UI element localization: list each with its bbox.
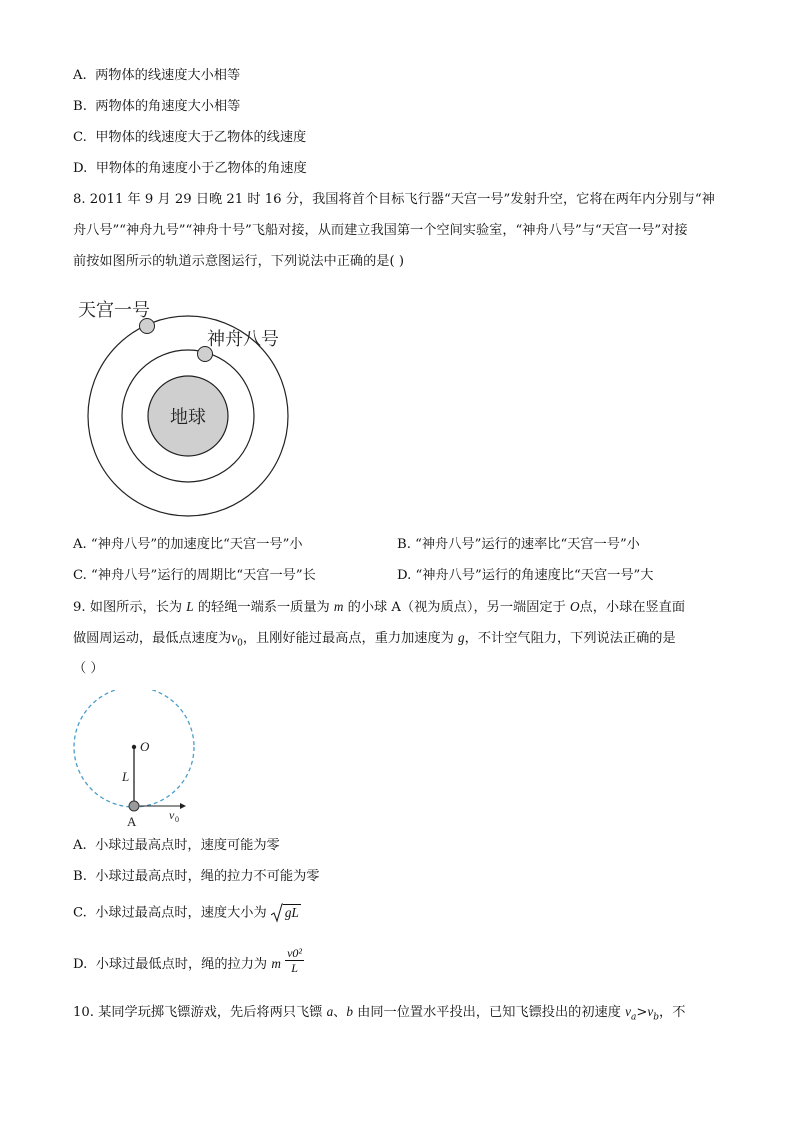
circular-motion-diagram <box>68 690 198 830</box>
symbol-g: g <box>458 630 465 645</box>
q9-stem-line-1 <box>73 598 685 617</box>
option-label: A. <box>73 68 87 83</box>
symbol-b: b <box>346 1004 353 1019</box>
fraction-denominator: L <box>291 961 298 975</box>
subscript-0: 0 <box>237 638 243 649</box>
q8-stem-line-3: 前按如图所示的轨道示意图运行，下列说法中正确的是( ) <box>73 254 404 269</box>
stem-text: ，不计空气阻力，下列说法正确的是 <box>464 631 676 646</box>
stem-text: 做圆周运动，最低点速度为 <box>73 631 232 646</box>
option-text: “神舟八号”的加速度比“天宫一号”小 <box>90 537 303 552</box>
circular-motion-svg <box>68 690 198 830</box>
sqrt-radicand: gL <box>284 904 299 920</box>
option-text: “神舟八号”运行的角速度比“天宫一号”大 <box>415 568 654 583</box>
option-label: A. <box>73 838 87 853</box>
option-label: B. <box>73 869 87 884</box>
option-text: 小球过最低点时，绳的拉力为 <box>95 957 268 972</box>
separator: 、 <box>333 1005 347 1020</box>
q9-option-a <box>73 837 280 855</box>
option-label: B. <box>73 99 87 114</box>
stem-text: ，且刚好能过最高点，重力加速度为 <box>242 631 454 646</box>
symbol-a: a <box>326 1004 334 1019</box>
q8-option-b <box>397 536 640 554</box>
q10-stem-line-1 <box>73 1003 685 1027</box>
stem-text: 由同一位置水平投出，已知飞镖投出的初速度 <box>357 1005 621 1020</box>
stem-text: ，不 <box>659 1005 686 1020</box>
q8-stem-line-2: 舟八号”“神舟九号”“神舟十号”飞船对接，从而建立我国第一个空间实验室，“神舟八号”与“天宫一号”对接 <box>73 223 688 238</box>
subscript-a: a <box>630 1012 637 1023</box>
sqrt-expression <box>271 903 301 923</box>
option-text: 小球过最高点时，速度大小为 <box>95 905 267 921</box>
q7-option-b <box>73 98 240 116</box>
q7-option-d <box>73 160 307 178</box>
velocity-arrowhead <box>180 803 186 809</box>
orbit-diagram-svg <box>70 290 310 530</box>
label-O: O <box>140 739 150 754</box>
symbol-va: v <box>625 1004 631 1019</box>
fraction-numerator: v0² <box>287 946 302 960</box>
orbit-diagram <box>70 290 310 530</box>
option-label: C. <box>73 905 87 921</box>
q9-stem-line-2 <box>73 629 676 653</box>
symbol-L: L <box>186 599 194 614</box>
symbol-vb: v <box>647 1004 654 1019</box>
fraction <box>285 946 304 975</box>
q7-option-c <box>73 129 306 147</box>
sqrt-symbol <box>271 903 283 923</box>
q8-option-d <box>397 567 653 585</box>
option-text: 两物体的角速度大小相等 <box>95 99 241 114</box>
stem-text: 点，小球在竖直面 <box>579 600 686 615</box>
option-text: 甲物体的角速度小于乙物体的角速度 <box>95 161 307 176</box>
q8-option-c <box>73 567 316 585</box>
inner-label: 神舟八号 <box>207 329 279 350</box>
label-v: v <box>169 808 175 822</box>
symbol-m: m <box>271 956 281 971</box>
stem-text: 9. 如图所示，长为 <box>73 600 183 615</box>
label-L: L <box>122 769 130 784</box>
symbol-O: O <box>569 599 580 614</box>
option-label: D. <box>397 568 412 583</box>
stem-text: 的轻绳一端系一质量为 <box>197 600 330 615</box>
pivot-point <box>132 745 136 749</box>
earth-label: 地球 <box>170 407 206 428</box>
label-A: A <box>127 814 137 829</box>
q9-stem-line-3: （ ） <box>73 661 104 676</box>
label-v-sub: 0 <box>175 815 179 824</box>
subscript-b: b <box>653 1012 660 1023</box>
option-text: 两物体的线速度大小相等 <box>95 68 241 83</box>
option-text: 小球过最高点时，速度可能为零 <box>95 838 280 853</box>
option-label: B. <box>397 537 411 552</box>
q9-option-d <box>73 946 304 979</box>
q9-option-b <box>73 868 319 886</box>
option-label: A. <box>73 537 87 552</box>
q7-option-a <box>73 67 240 85</box>
stem-text: 10. 某同学玩掷飞镖游戏，先后将两只飞镖 <box>73 1005 323 1020</box>
option-text: “神舟八号”运行的周期比“天宫一号”长 <box>91 568 316 583</box>
symbol-v: v <box>231 630 238 645</box>
greater-than: > <box>636 1005 648 1020</box>
option-label: C. <box>73 568 87 583</box>
ball <box>129 801 139 811</box>
q8-stem-line-1: 8. 2011 年 9 月 29 日晚 21 时 16 分，我国将首个目标飞行器“天宫一号”发射升空，它将在两年内分别与“神 <box>73 192 715 207</box>
option-label: D. <box>73 957 88 972</box>
option-text: 甲物体的线速度大于乙物体的线速度 <box>95 130 307 145</box>
q9-option-c <box>73 903 301 923</box>
q8-option-a <box>73 536 303 554</box>
option-label: D. <box>73 161 88 176</box>
stem-text: 的小球 A（视为质点），另一端固定于 <box>347 600 566 615</box>
option-text: “神舟八号”运行的速率比“天宫一号”小 <box>415 537 640 552</box>
outer-label: 天宫一号 <box>78 300 150 321</box>
option-text: 小球过最高点时，绳的拉力不可能为零 <box>95 869 320 884</box>
option-label: C. <box>73 130 87 145</box>
symbol-m: m <box>333 599 344 614</box>
